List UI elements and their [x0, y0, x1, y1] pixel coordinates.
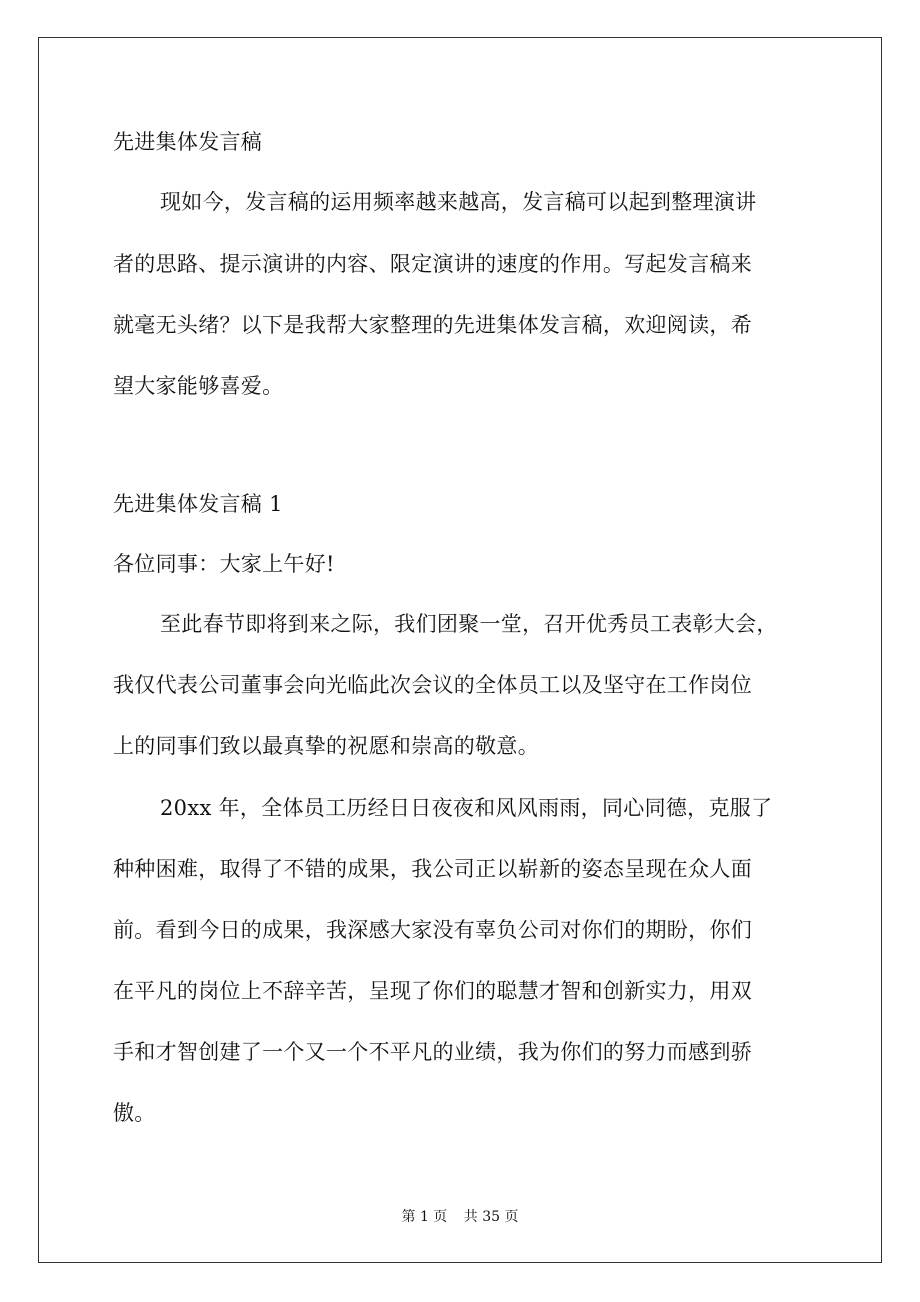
- page-border: [38, 37, 882, 1263]
- paragraph-line: 在平凡的岗位上不辞辛苦，呈现了你们的聪慧才智和创新实力，用双: [113, 979, 752, 1003]
- intro-line: 就毫无头绪？以下是我帮大家整理的先进集体发言稿，欢迎阅读，希: [113, 313, 752, 337]
- paragraph-line: 前。看到今日的成果，我深感大家没有辜负公司对你们的期盼，你们: [113, 918, 752, 942]
- paragraph-line: 手和才智创建了一个又一个不平凡的业绩，我为你们的努力而感到骄: [113, 1040, 752, 1064]
- paragraph-line: 种种困难，取得了不错的成果，我公司正以崭新的姿态呈现在众人面: [113, 857, 752, 881]
- greeting: 各位同事：大家上午好!: [113, 552, 335, 576]
- paragraph-line: 我仅代表公司董事会向光临此次会议的全体员工以及坚守在工作岗位: [113, 673, 752, 697]
- paragraph-line: 20xx 年，全体员工历经日日夜夜和风风雨雨，同心同德，克服了: [160, 796, 773, 820]
- paragraph-line: 上的同事们致以最真挚的祝愿和崇高的敬意。: [113, 734, 539, 758]
- page-total: 共 35 页: [463, 1209, 519, 1225]
- page-number: 第 1 页: [401, 1209, 448, 1225]
- page-footer: [0, 1208, 920, 1226]
- intro-line: 者的思路、提示演讲的内容、限定演讲的速度的作用。写起发言稿来: [113, 252, 752, 276]
- document-title: 先进集体发言稿: [113, 130, 263, 154]
- intro-line: 望大家能够喜爱。: [113, 374, 284, 398]
- section-title: 先进集体发言稿 1: [113, 492, 283, 516]
- intro-line: 现如今，发言稿的运用频率越来越高，发言稿可以起到整理演讲: [160, 190, 757, 214]
- paragraph-line: 至此春节即将到来之际，我们团聚一堂，召开优秀员工表彰大会，: [160, 612, 778, 636]
- paragraph-line: 傲。: [113, 1101, 156, 1125]
